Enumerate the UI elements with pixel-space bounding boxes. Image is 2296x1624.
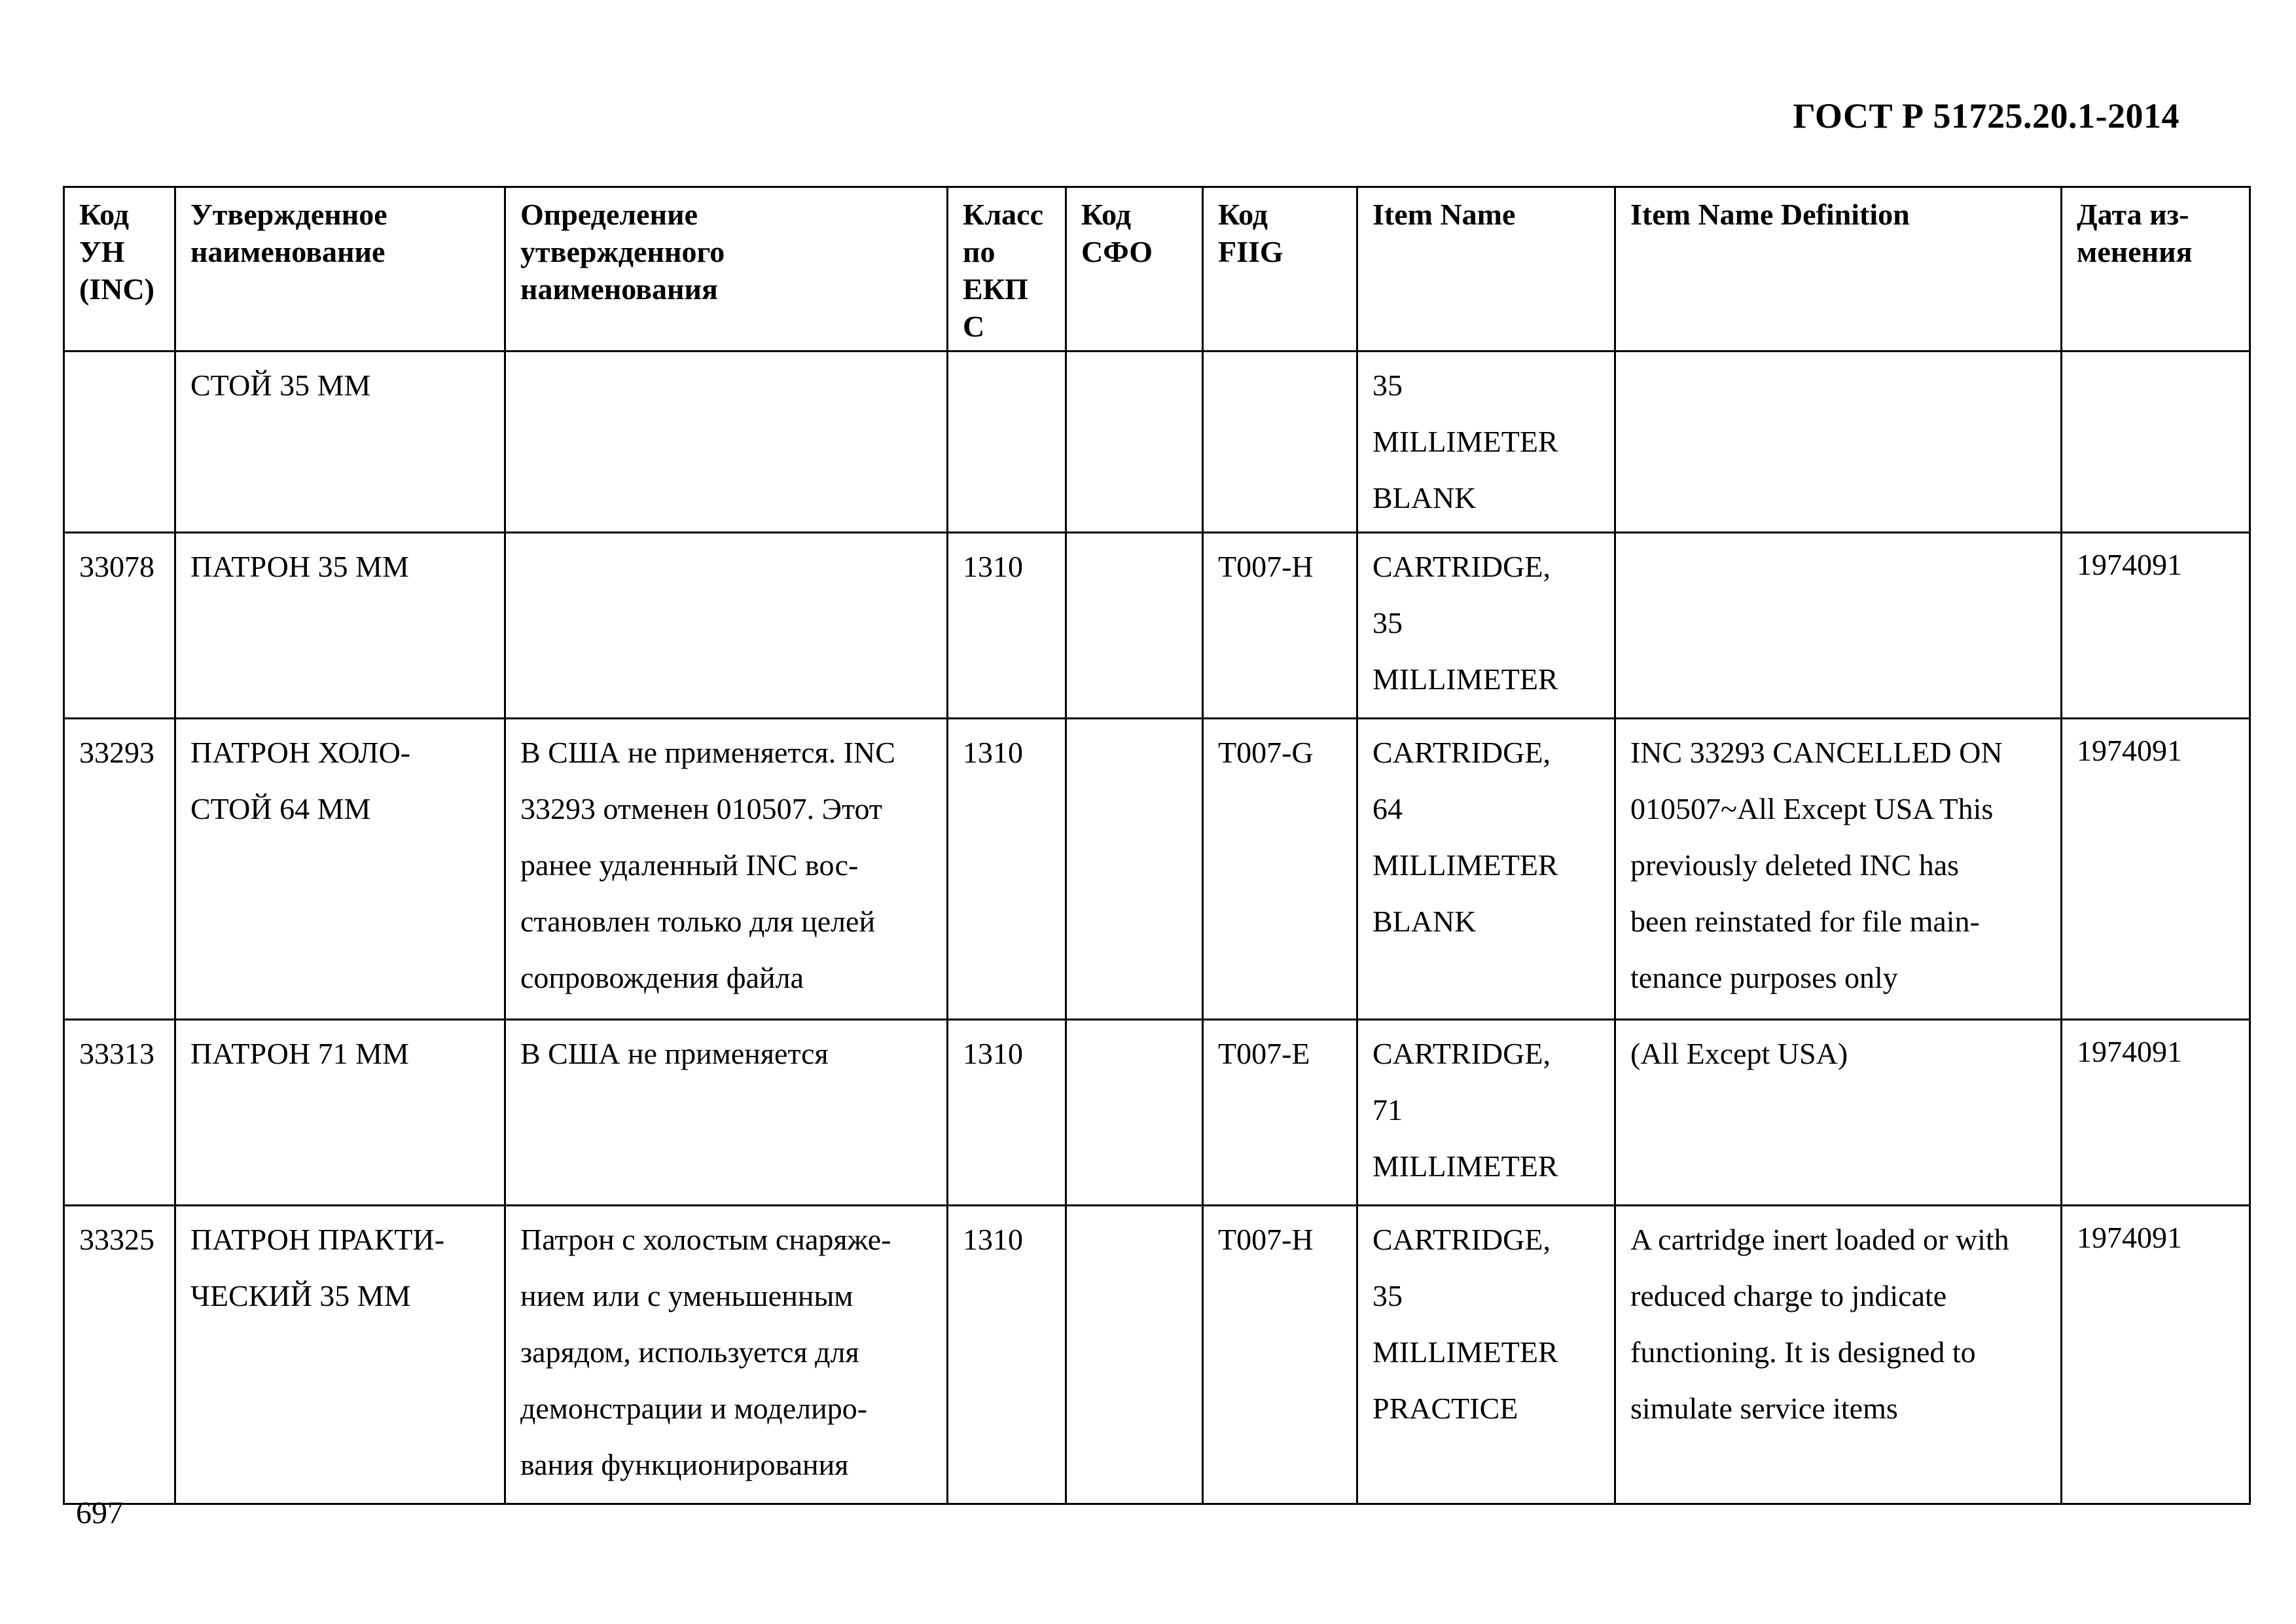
- fiig-code-cell: [1203, 352, 1357, 533]
- cell-text: 33078: [79, 550, 154, 583]
- cell-text: становлен только для целей: [520, 905, 876, 938]
- table-body: [64, 352, 2250, 1504]
- cell-text: T007-H: [1218, 1223, 1314, 1256]
- cell-text: Патрон с холостым снаряже-: [520, 1223, 891, 1256]
- item-definition-cell: [1615, 719, 2062, 1020]
- item-definition-cell: [1615, 1020, 2062, 1206]
- header-inc: [64, 187, 175, 352]
- header-text: наименование: [190, 235, 386, 268]
- cell-text: A cartridge inert loaded or with: [1630, 1223, 2009, 1256]
- cell-text: 35: [1372, 606, 1403, 640]
- cell-text: reduced charge to jndicate: [1630, 1279, 1947, 1312]
- cell-text: ПАТРОН 71 ММ: [190, 1037, 409, 1070]
- cell-text: В США не применяется: [520, 1037, 829, 1070]
- cell-text: сопровождения файла: [520, 961, 804, 994]
- cell-text: В США не применяется. INC: [520, 736, 895, 769]
- table-row: [64, 1020, 2250, 1206]
- class-cell: [948, 533, 1066, 719]
- cell-text: MILLIMETER: [1372, 848, 1558, 882]
- header-text: СФО: [1081, 235, 1153, 268]
- table-row: [64, 719, 2250, 1020]
- header-change-date: [2062, 187, 2250, 352]
- class-cell: [948, 352, 1066, 533]
- cell-text: T007-E: [1218, 1037, 1310, 1070]
- cell-text: functioning. It is designed to: [1630, 1335, 1976, 1369]
- fiig-code-cell: [1203, 533, 1357, 719]
- class-cell: [948, 719, 1066, 1020]
- cell-text: MILLIMETER: [1372, 1335, 1558, 1369]
- header-sfo-code: [1066, 187, 1203, 352]
- item-name-cell: [1357, 352, 1615, 533]
- cell-text: зарядом, используется для: [520, 1335, 859, 1369]
- table-row: [64, 1206, 2250, 1504]
- approved-name-cell: [175, 719, 505, 1020]
- cell-text: 1974091: [2077, 548, 2182, 581]
- change-date-cell: [2062, 352, 2250, 533]
- item-name-cell: [1357, 719, 1615, 1020]
- cell-text: 1310: [963, 1037, 1023, 1070]
- cell-text: tenance purposes only: [1630, 961, 1898, 994]
- cell-text: CARTRIDGE,: [1372, 736, 1551, 769]
- cell-text: 33293: [79, 736, 154, 769]
- cell-text: PRACTICE: [1372, 1392, 1518, 1425]
- change-date-cell: [2062, 719, 2250, 1020]
- cell-text: been reinstated for file main-: [1630, 905, 1980, 938]
- cell-text: 1310: [963, 736, 1023, 769]
- approved-name-cell: [175, 1206, 505, 1504]
- header-text: утвержденного: [520, 235, 725, 268]
- approved-name-cell: [175, 352, 505, 533]
- definition-cell: [505, 533, 948, 719]
- header-text: Код: [1218, 198, 1268, 231]
- cell-text: СТОЙ 35 ММ: [190, 369, 371, 402]
- header-text: Item Name: [1372, 198, 1516, 231]
- sfo-code-cell: [1066, 533, 1203, 719]
- cell-text: СТОЙ 64 ММ: [190, 792, 371, 825]
- fiig-code-cell: [1203, 1206, 1357, 1504]
- cell-text: ЧЕСКИЙ 35 ММ: [190, 1279, 411, 1312]
- class-cell: [948, 1020, 1066, 1206]
- cell-text: ПАТРОН 35 ММ: [190, 550, 409, 583]
- header-text: ЕКП: [963, 272, 1028, 306]
- header-text: менения: [2077, 235, 2193, 268]
- cell-text: MILLIMETER: [1372, 1149, 1558, 1183]
- table-header-row: [64, 187, 2250, 352]
- cell-text: ранее удаленный INC вос-: [520, 848, 859, 882]
- header-item-name: [1357, 187, 1615, 352]
- item-definition-cell: [1615, 1206, 2062, 1504]
- cell-text: вания функционирования: [520, 1448, 849, 1481]
- sfo-code-cell: [1066, 1206, 1203, 1504]
- table-row: [64, 533, 2250, 719]
- cell-text: 1310: [963, 550, 1023, 583]
- item-names-table: [63, 186, 2251, 1505]
- cell-text: CARTRIDGE,: [1372, 1037, 1551, 1070]
- item-definition-cell: [1615, 533, 2062, 719]
- inc-cell: [64, 1206, 175, 1504]
- cell-text: 64: [1372, 792, 1403, 825]
- cell-text: ПАТРОН ХОЛО-: [190, 736, 411, 769]
- cell-text: ПАТРОН ПРАКТИ-: [190, 1223, 445, 1256]
- sfo-code-cell: [1066, 719, 1203, 1020]
- approved-name-cell: [175, 533, 505, 719]
- item-name-cell: [1357, 533, 1615, 719]
- item-name-cell: [1357, 1020, 1615, 1206]
- cell-text: CARTRIDGE,: [1372, 1223, 1551, 1256]
- cell-text: 33325: [79, 1223, 154, 1256]
- cell-text: T007-H: [1218, 550, 1314, 583]
- cell-text: 010507~All Except USA This: [1630, 792, 1994, 825]
- header-text: Класс: [963, 198, 1043, 231]
- class-cell: [948, 1206, 1066, 1504]
- page-number: 697: [76, 1496, 123, 1530]
- cell-text: 35: [1372, 1279, 1403, 1312]
- cell-text: MILLIMETER: [1372, 425, 1558, 458]
- item-definition-cell: [1615, 352, 2062, 533]
- header-class: [948, 187, 1066, 352]
- inc-cell: [64, 352, 175, 533]
- header-text: Дата из-: [2077, 198, 2189, 231]
- cell-text: BLANK: [1372, 905, 1477, 938]
- definition-cell: [505, 1206, 948, 1504]
- header-text: Код: [1081, 198, 1132, 231]
- header-approved-name: [175, 187, 505, 352]
- header-text: Определение: [520, 198, 698, 231]
- cell-text: демонстрации и моделиро-: [520, 1392, 868, 1425]
- standard-title: ГОСТ Р 51725.20.1-2014: [1793, 96, 2179, 135]
- header-item-name-definition: [1615, 187, 2062, 352]
- cell-text: BLANK: [1372, 481, 1477, 514]
- header-text: Item Name Definition: [1630, 198, 1910, 231]
- inc-cell: [64, 533, 175, 719]
- header-fiig-code: [1203, 187, 1357, 352]
- change-date-cell: [2062, 1020, 2250, 1206]
- header-text: УН: [79, 235, 125, 268]
- fiig-code-cell: [1203, 719, 1357, 1020]
- header-name-definition: [505, 187, 948, 352]
- header-text: С: [963, 310, 985, 343]
- cell-text: MILLIMETER: [1372, 662, 1558, 696]
- sfo-code-cell: [1066, 1020, 1203, 1206]
- cell-text: (All Except USA): [1630, 1037, 1848, 1070]
- header-text: Утвержденное: [190, 198, 387, 231]
- header-text: (INC): [79, 272, 154, 306]
- cell-text: 1974091: [2077, 1035, 2182, 1068]
- cell-text: 33313: [79, 1037, 154, 1070]
- cell-text: 1974091: [2077, 734, 2182, 767]
- cell-text: 35: [1372, 369, 1403, 402]
- cell-text: 1310: [963, 1223, 1023, 1256]
- header-text: FIIG: [1218, 235, 1283, 268]
- cell-text: previously deleted INC has: [1630, 848, 1960, 882]
- header-text: наименования: [520, 272, 718, 306]
- cell-text: INC 33293 CANCELLED ON: [1630, 736, 2003, 769]
- cell-text: 33293 отменен 010507. Этот: [520, 792, 883, 825]
- definition-cell: [505, 352, 948, 533]
- cell-text: 71: [1372, 1093, 1403, 1127]
- inc-cell: [64, 1020, 175, 1206]
- inc-cell: [64, 719, 175, 1020]
- cell-text: CARTRIDGE,: [1372, 550, 1551, 583]
- cell-text: 1974091: [2077, 1221, 2182, 1254]
- approved-name-cell: [175, 1020, 505, 1206]
- cell-text: T007-G: [1218, 736, 1314, 769]
- cell-text: нием или с уменьшенным: [520, 1279, 853, 1312]
- header-text: по: [963, 235, 996, 268]
- item-name-cell: [1357, 1206, 1615, 1504]
- table-row: [64, 352, 2250, 533]
- header-text: Код: [79, 198, 130, 231]
- definition-cell: [505, 719, 948, 1020]
- change-date-cell: [2062, 1206, 2250, 1504]
- sfo-code-cell: [1066, 352, 1203, 533]
- definition-cell: [505, 1020, 948, 1206]
- cell-text: simulate service items: [1630, 1392, 1898, 1425]
- change-date-cell: [2062, 533, 2250, 719]
- fiig-code-cell: [1203, 1020, 1357, 1206]
